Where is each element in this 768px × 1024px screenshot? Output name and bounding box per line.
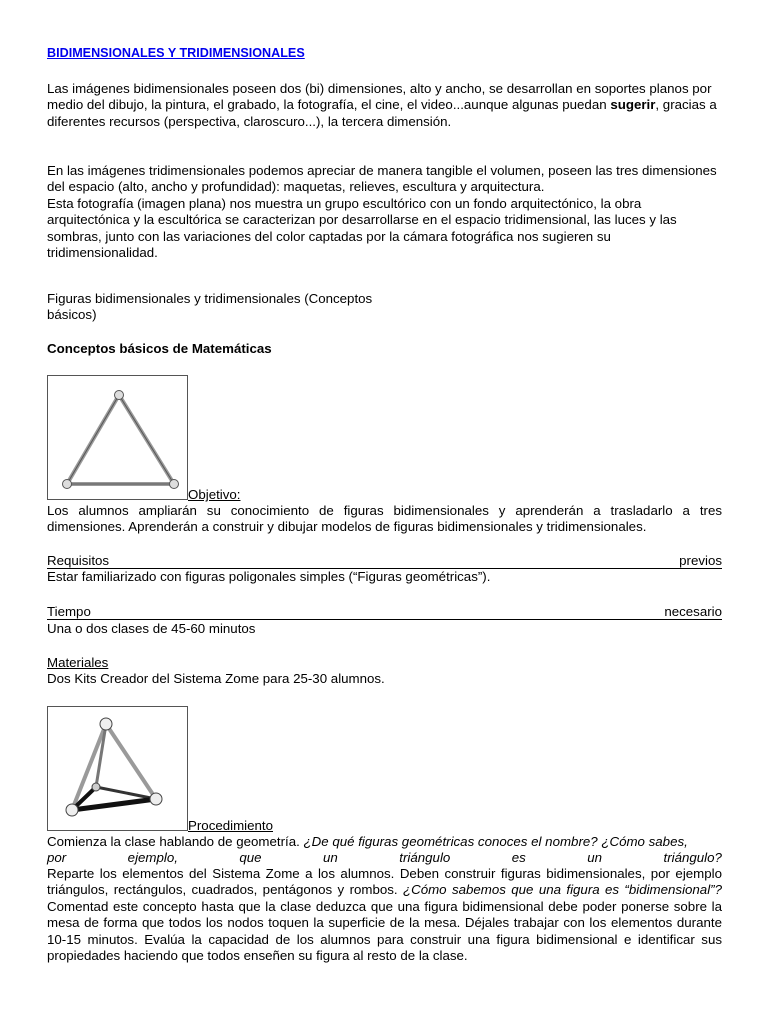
procedimiento-paragraph-2: Reparte los elementos del Sistema Zome a los alumnos. Deben construir figuras bidimensionales, por ejemplo triángulos, rectángulos, cuadrados, pentágonos y rombos. ¿Cómo sabemos que una figura es “bidimensional”? Comentad este concepto hasta que la clase deduzca que una figura bidimensional debe poder ponerse sobre la mesa de forma que todos los nodos toquen la superficie de la mesa. Déjales trabajar con los elementos durante 10-15 minutos. Evalúa la capacidad de los alumnos para construir una figura bidimensional e identificar sus propiedades haciendo que todos enseñen su figura al resto de la clase.	[47, 866, 722, 964]
objetivo-label: Objetivo:	[188, 487, 241, 502]
requisitos-right: previos	[679, 553, 722, 568]
intro-paragraph-2: En las imágenes tridimensionales podemos apreciar de manera tangible el volumen, poseen las tres dimensiones del espacio (alto, ancho y profundidad): maquetas, relieves, escultura y arquitectura.	[47, 163, 717, 195]
requisitos-left: Requisitos	[47, 553, 110, 568]
page-title[interactable]: BIDIMENSIONALES Y TRIDIMENSIONALES	[47, 46, 305, 60]
procedimiento-label: Procedimiento	[188, 818, 273, 833]
requisitos-heading	[47, 553, 722, 569]
triangle-model-image	[48, 376, 187, 499]
tiempo-right: necesario	[664, 604, 722, 619]
tiempo-left: Tiempo	[47, 604, 91, 619]
intro-paragraph-1: Las imágenes bidimensionales poseen dos (bi) dimensiones, alto y ancho, se desarrollan en soportes planos por medio del dibujo, la pintura, el grabado, la fotografía, el cine, el video...aunque algunas puedan sugerir, gracias a diferentes recursos (perspectiva, claroscuro...), la tercera dimensión.	[47, 81, 717, 129]
tetrahedron-model-image	[48, 707, 187, 830]
materiales-label: Materiales	[47, 655, 109, 670]
concepts-subtitle: Figuras bidimensionales y tridimensionales (Conceptos básicos)	[47, 291, 373, 323]
tetrahedron-figure	[47, 706, 188, 831]
materiales-text: Dos Kits Creador del Sistema Zome para 25-30 alumnos.	[47, 671, 385, 686]
procedimiento-line-2: por ejemplo, que un triángulo es un triángulo?	[47, 850, 722, 865]
triangle-figure	[47, 375, 188, 500]
intro-paragraph-3: Esta fotografía (imagen plana) nos muestra un grupo escultórico con un fondo arquitectónico, la obra arquitectónica y la escultórica se caracterizan por desarrollarse en el espacio tridimensional, las luces y las sombras, junto con las variaciones del color captadas por la cámara fotográfica nos sugieren su tridimensionalidad.	[47, 196, 677, 261]
objetivo-text: Los alumnos ampliarán su conocimiento de figuras bidimensionales y aprenderán a trasladarlo a tres dimensiones. Aprenderán a construir y dibujar modelos de figuras bidimensionales y tridimensionales.	[47, 503, 722, 535]
procedimiento-line-1: Comienza la clase hablando de geometría. ¿De qué figuras geométricas conoces el nombre? ¿Cómo sabes,	[47, 834, 688, 849]
tiempo-heading	[47, 604, 722, 620]
tiempo-text: Una o dos clases de 45-60 minutos	[47, 621, 256, 636]
requisitos-text: Estar familiarizado con figuras poligonales simples (“Figuras geométricas”).	[47, 569, 491, 584]
section-heading: Conceptos básicos de Matemáticas	[47, 341, 272, 356]
